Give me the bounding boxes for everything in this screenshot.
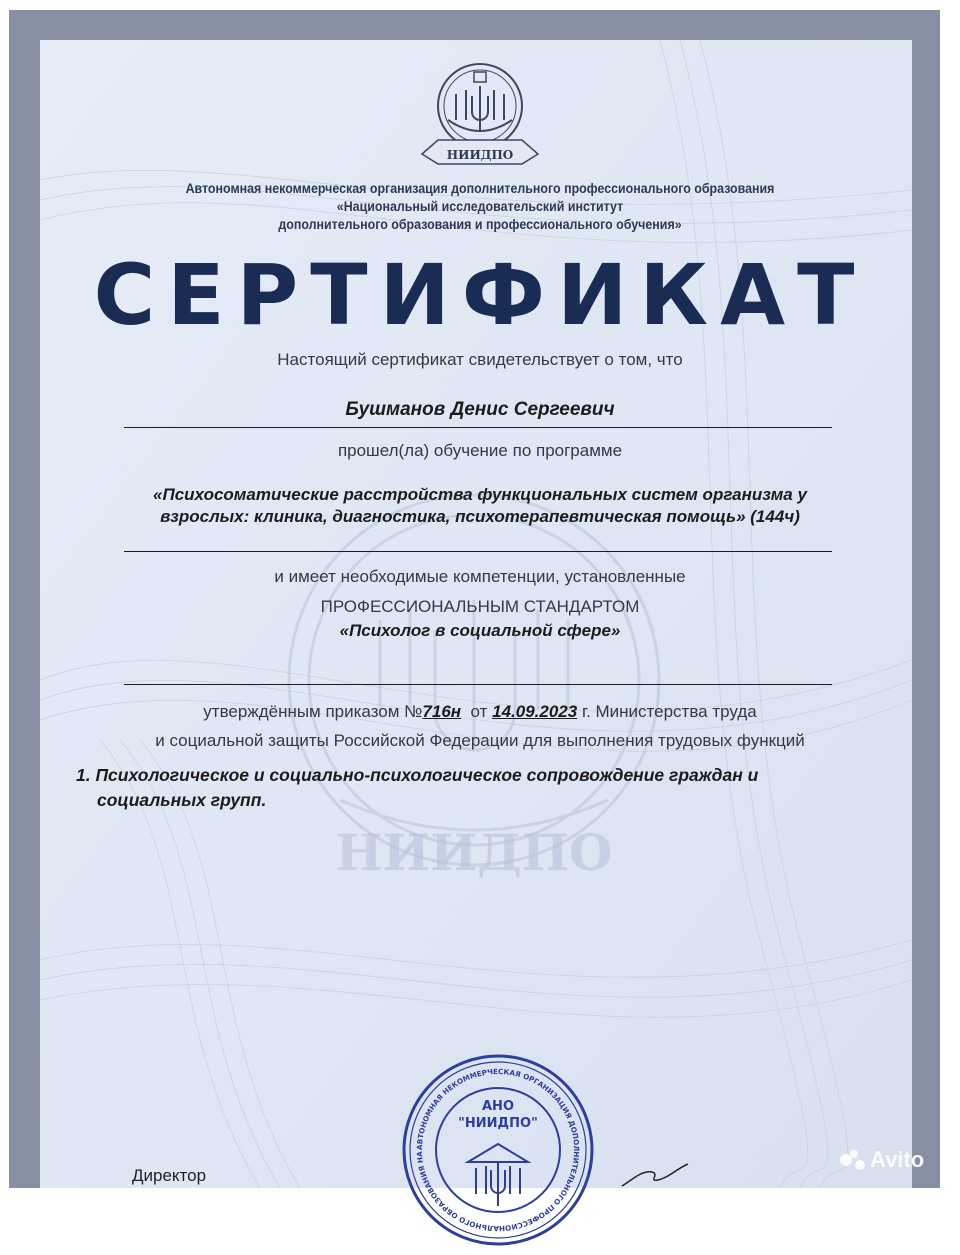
stamp-ring-text: АВТОНОМНАЯ НЕКОММЕРЧЕСКАЯ ОРГАНИЗАЦИЯ ДОПОЛНИТЕЛЬНОГО ПРОФЕССИОНАЛЬНОГО ОБРАЗОВАНИЯ НА: [414, 1066, 582, 1234]
org-line-2: «Национальный исследовательский институт: [336, 199, 624, 214]
org-line-1: Автономная некоммерческая организация дополнительного профессионального образования: [185, 181, 775, 196]
signatory-title: Директор: [132, 1166, 207, 1185]
completed-text: прошел(ла) обучение по программе: [337, 441, 623, 460]
functions-line-2: социальных групп.: [97, 790, 267, 810]
watermark-emblem-label: НИИДПО: [335, 823, 613, 882]
official-stamp: [398, 1050, 598, 1250]
order-line: [0, 702, 960, 722]
order-line-2: и социальной защиты Российской Федерации для выполнения трудовых функций: [155, 731, 805, 750]
svg-text:АВТОНОМНАЯ НЕКОММЕРЧЕСКАЯ ОРГА: [398, 1050, 581, 1233]
signature-mark: [620, 1160, 700, 1188]
standard-underline: [124, 684, 832, 685]
org-line-3: дополнительного образования и профессионального обучения»: [278, 217, 682, 232]
logo-label: НИИДПО: [446, 148, 514, 162]
functions-line-1: 1. Психологическое и социально-психологическое сопровождение граждан и: [76, 765, 759, 785]
avito-watermark-label: Avito: [870, 1147, 925, 1173]
recipient-name: Бушманов Денис Сергеевич: [345, 399, 615, 420]
standard-caption: ПРОФЕССИОНАЛЬНЫМ СТАНДАРТОМ: [320, 597, 640, 616]
stamp-seal-icon: [398, 1050, 598, 1250]
order-suffix: г. Министерства труда: [581, 702, 757, 721]
stamp-center-name: "НИИДПО": [458, 1116, 538, 1131]
program-line-1: «Психосоматические расстройства функциональных систем организма у: [153, 485, 807, 504]
order-prefix: утверждённым приказом №: [203, 702, 423, 721]
order-date: 14.09.2023: [492, 702, 578, 721]
order-number: 716н: [422, 702, 462, 721]
standard-name: «Психолог в социальной сфере»: [339, 621, 621, 640]
avito-watermark: [840, 1146, 924, 1173]
avito-logo-icon: [840, 1150, 866, 1170]
order-from: от: [470, 702, 488, 721]
competence-intro: и имеет необходимые компетенции, установленные: [274, 567, 686, 586]
program-underline: [124, 551, 832, 552]
program-line-2: взрослых: клиника, диагностика, психотерапевтическая помощь» (144ч): [160, 507, 800, 526]
certificate-title: СЕРТИФИКАТ: [93, 246, 867, 344]
intro-text: Настоящий сертификат свидетельствует о том, что: [277, 350, 683, 369]
recipient-underline: [124, 427, 832, 428]
stamp-center-top: АНО: [482, 1099, 514, 1114]
